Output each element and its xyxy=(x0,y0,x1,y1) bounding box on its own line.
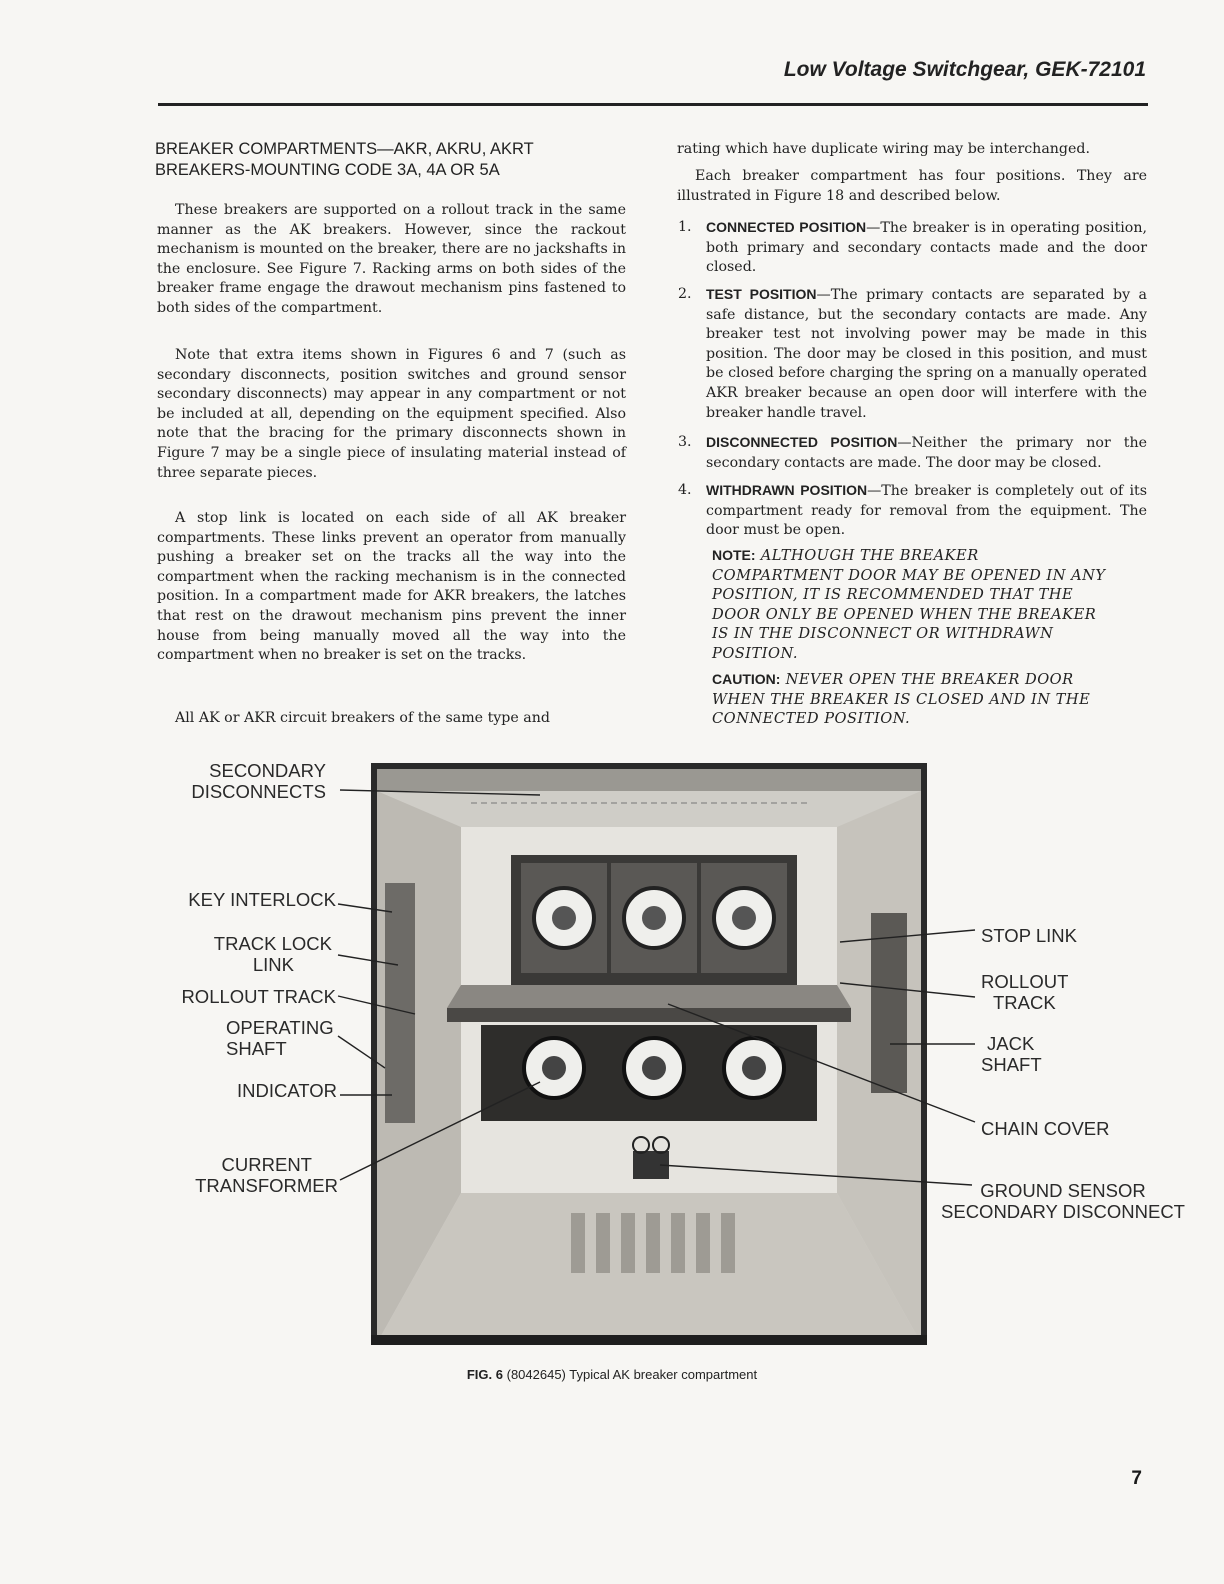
label-rollout-track-right: ROLLOUT TRACK xyxy=(981,971,1069,1013)
label-track-lock-link: TRACK LOCK LINK xyxy=(213,933,332,975)
label-jack-shaft: JACK SHAFT xyxy=(981,1033,1042,1075)
label-ground-sensor: GROUND SENSOR SECONDARY DISCONNECT xyxy=(941,1180,1185,1222)
paragraph-interchange-cont: rating which have duplicate wiring may be interchanged. xyxy=(677,141,1090,157)
section-title xyxy=(155,139,625,181)
list-item-disconnected: 3. DISCONNECTED POSITION—Neither the primary nor the secondary contacts are made. The door may be closed. xyxy=(678,434,1147,471)
paragraph-interchange: All AK or AKR circuit breakers of the same type and xyxy=(175,710,550,726)
figure-caption: FIG. 6 (8042645) Typical AK breaker compartment xyxy=(466,1367,758,1382)
list-item-connected: 1. CONNECTED POSITION—The breaker is in operating position, both primary and secondary contacts made and the door closed. xyxy=(678,219,1147,276)
section-title-line-2: BREAKERS-MOUNTING CODE 3A, 4A OR 5A xyxy=(155,161,500,179)
header-rule xyxy=(158,103,1148,106)
note-block: NOTE: ALTHOUGH THE BREAKER COMPARTMENT DOOR MAY BE OPENED IN ANY POSITION, IT IS RECOMMENDED THAT THE DOOR ONLY BE OPENED WHEN THE BREAKER IS IN THE DISCONNECT OR WITHDRAWN POSITION. xyxy=(712,547,1106,662)
paragraph-stop-link: A stop link is located on each side of all AK breaker compartments. These links prevent an operator from manually pushing a breaker set on the tracks all the way into the compartment when the racking mechanism is in the connected position. In a compartment made for AKR breakers, the latches that rest on the drawout mechanism pins prevent the inner house from being manually moved all the way into the compartment when no breaker is set on the tracks. xyxy=(157,510,626,664)
list-item-test: 2. TEST POSITION—The primary contacts are separated by a safe distance, but the secondary contacts are made. Any breaker test not involving power may be made in this position. The door may be closed in this position, and must be closed before charging the spring on a manually operated AKR breaker because an open door will interfere with the breaker handle travel. xyxy=(678,286,1147,421)
section-title-line-1: BREAKER COMPARTMENTS—AKR, AKRU, AKRT xyxy=(155,140,534,158)
caution-block: CAUTION: NEVER OPEN THE BREAKER DOOR WHEN THE BREAKER IS CLOSED AND IN THE CONNECTED POSITION. xyxy=(712,671,1091,728)
paragraph-four-positions: Each breaker compartment has four positions. They are illustrated in Figure 18 and described below. xyxy=(677,168,1147,204)
breaker-compartment-photo xyxy=(371,763,927,1345)
paragraph-rollout-track: These breakers are supported on a rollout track in the same manner as the AK breakers. However, since the rackout mechanism is mounted on the breaker, there are no jackshafts in the enclosure. See Figure 7. Racking arms on both sides of the breaker frame engage the drawout mechanism pins fastened to both sides of the compartment. xyxy=(157,202,626,316)
label-current-transformer: CURRENT TRANSFORMER xyxy=(195,1154,338,1196)
paragraph-extra-items: Note that extra items shown in Figures 6 and 7 (such as secondary disconnects, position switches and ground sensor secondary disconnects) may appear in any compartment or not be included at all, depending on the equipment specified. Also note that the bracing for the primary disconnects shown in Figure 7 may be a single piece of insulating material instead of three separate pieces. xyxy=(157,347,626,481)
label-indicator: INDICATOR xyxy=(236,1080,337,1101)
list-item-withdrawn: 4. WITHDRAWN POSITION—The breaker is completely out of its compartment ready for removal from the equipment. The door must be open. xyxy=(678,482,1147,539)
label-secondary-disconnects: SECONDARY DISCONNECTS xyxy=(191,760,326,802)
label-operating-shaft: OPERATING SHAFT xyxy=(226,1017,334,1059)
label-rollout-track-left: ROLLOUT TRACK xyxy=(181,986,336,1007)
label-stop-link: STOP LINK xyxy=(981,925,1077,946)
label-key-interlock: KEY INTERLOCK xyxy=(188,889,336,910)
page-number: 7 xyxy=(1131,1468,1142,1489)
running-header: Low Voltage Switchgear, GEK-72101 xyxy=(783,58,1146,81)
label-chain-cover: CHAIN COVER xyxy=(981,1118,1110,1139)
